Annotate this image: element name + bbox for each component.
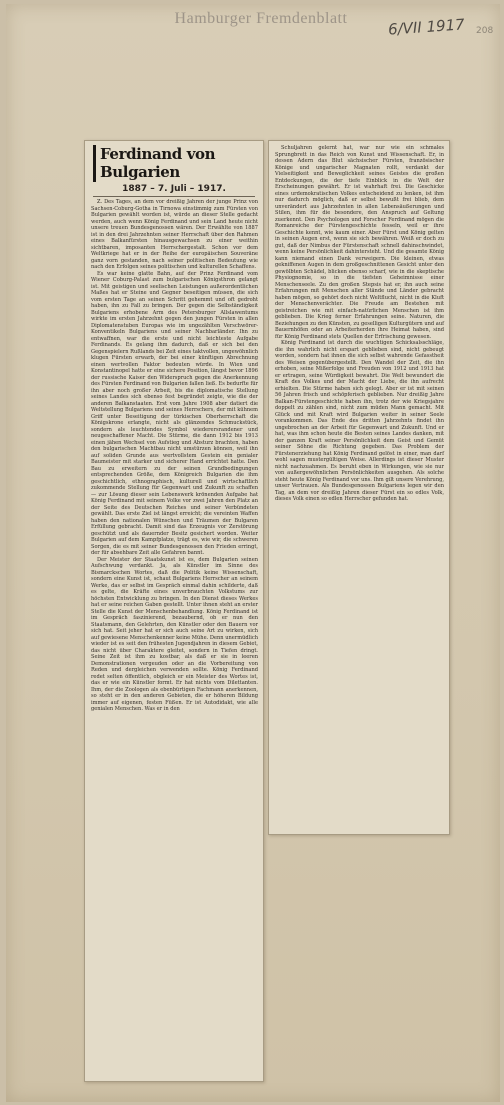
article-paragraph: Es war keine glatte Bahn, auf der Prinz Ferdinand vom Wiener Coburg-Palast zum bulgarischen Königsthron gelangt ist. Mit geistigen und seelischen Leistungen außerordentlichen Maßes hat er Steine und Gegner beseitigen müssen, die sich vom ersten Tage an seinen Schritt gehemmt und oft gedroht haben, ihn zu Fall zu bringen. Der gegen die Selbständigkeit Bulgariens erhobene Arm des Petersburger Allslawentums wirkte im ersten Jahrzehnt gegen den jungen Fürsten in allen Diplomatenstuben Europas wie im ungezählten Verschwörer-Konventikeln Bulgariens und seiner Nachbarländer. Ihn zu entwaffnen, war die erste und nicht leichteste Aufgabe Ferdinands. Es gelang ihm dadurch, daß er sich bei den Gegenspielern Rußlands bei Zeit eines taktvollen, ungewöhnlich klugen Fürsten erwarb, der bei einer künftigen Abrechnung einen wertvollen Faktor bedeuten würde. In Wien und Konstantinopel hatte er eine sichere Position, längst bevor 1896 der russische Kaiser den Widerspruch gegen die Anerkennung des Fürsten Ferdinand von Bulgarien fallen ließ. Es bedurfte für ihn aber noch großer Arbeit, bis die diplomatische Stellung seines Landes sich ebenso fest begründet zeigte, wie die der anderen Balkanstaaten. Erst vom Jahre 1908 aber datiert die Weltstellung Bulgariens und seines Herrschers, der mit kühnem Griff unter Beseitigung der türkischen Oberherrschaft die Königskrone erlangte, nicht als glänzendes Schmuckstück, sondern als leuchtendes Symbol wiederersrandener und neugeschaffener Macht. Die Stürme, die dann 1912 bis 1913 einen jähen Wechsel von Aufstieg und Absturz brachten, haben den bulgarischen Machtbau nicht umstürzen können, weil ihn auf soliden Grunde aus wertvollstem Gestein ein genialer Baumeister mit starker und sicherer Hand errichtet hatte. Den Bau zu erweitern zu der seinen Grundbedingungen entsprechenden Größe, dem Königreich Bulgarien die ihm geschichtlich, ethnographisch, kulturell und wirtschaftlich zukommende Stellung für Gegenwart und Zukunft zu schaffen — zur Lösung dieser sein Lebenswerk krönenden Aufgabe hat König Ferdinand mit seinem Volke vor zwei Jahren den Platz an der Seite des Deutschen Reiches und seiner Verbündeten gewählt. Das erste Ziel ist längst erreicht; die vereinten Waffen haben den nationalen Wünschen und Träumen der Bulgaren Erfüllung gebracht. Damit sind das Erzeugnis vor Zerstörung geschützt und als dauernder Besitz gesichert worden. Weiter Bulgarien auf dem Kampfplatze, trägt es, wie wir, die schweren Sorgen, die es mit seiner Bundesgenossen den Frieden erringt, der für absehbare Zeit alle Gefahren bannt. — [91, 270, 258, 556]
article-paragraph: König Ferdinand ist durch die wuchtigen Schicksalsschläge, die ihn wahrlich nicht erspart geblieben sind, nicht gebeugt worden, sondern hat ihnen die sich selbst wahrende Gefasstheit des Weisen gegenübergestellt. Den Wandel der Zeit, die ihn erhoben, seine Mißerfolge und Freuden von 1912 und 1913 hat er ertragen, seine Würdigkeit bewahrt. Die Welt bewundert die Kraft des Volkes und der Macht der Liebe, die ihn aufrecht erhielten. Die Stürme haben sich gelegt. Aber er ist mit seinen 56 Jahren frisch und schöpferisch geblieben. Nur dreißig Jahre Balkan-Fürstengeschichte haben ihn, trotz der wie Kriegsjahre doppelt zu zählen sind, nicht zum müden Mann gemacht. Mit Glück und mit Kraft wird Bulgarien weiter in seiner Seele vorankommen. Das Ende des dritten Jahrzehnts findet ihn ungebrochen an der Arbeit für Gegenwart und Zukunft. Und er hat, was ihm schon heute die Besten seines Landes danken, mit der ganzen Kraft seiner Persönlichkeit dem Geist und Gemüt seiner Söhne die Richtung gegeben. Das Problem der Fürstenerziehung hat König Ferdinand gelöst in einer, man darf wohl sagen mustergültigen Weise. Allerdings ist dieser Muster nicht nachzuahmen. Es beruht eben in Wirkungen, wie sie nur von außergewöhnlichen Persönlichkeiten ausgehen. Als solche steht heute König Ferdinand vor uns. Ihm gilt unsere Verehrung, unser Vertrauen. Als Bundesgenossen Bulgariens legen wir den Tag, an dem vor dreißig Jahren dieser Fürst ein so edles Volk, dieses Volk einen so edlen Herrscher gefunden hat. — [275, 340, 444, 502]
article-paragraph: Z. Des Tages, an dem vor dreißig Jahren der junge Prinz von Sachsen-Coburg-Gotha in Tirnowa einstimmig zum Fürsten von Bulgarien gewählt worden ist, würde an dieser Stelle gedacht werden, auch wenn König Ferdinand und sein Land heute nicht unsere treuen Bundesgenossen wären. Der Erwählte von 1887 ist in den drei Jahrzehnten seiner Herrschaft über den Rahmen eines Balkanfürsten hinausgewachsen zu einer weithin sichtbaren, imposanten Herrschergestalt. Schon vor dem Weltkriege hat er in der Reihe der europäischen Souveräne ganz vorn gestanden, nach seiner politischen Bedeutung wie nach den Erfolgen seines politischen und kulturellen Schaffens. — [91, 199, 258, 270]
title-rule — [93, 196, 255, 197]
newspaper-masthead: Hamburger Fremdenblatt — [174, 10, 348, 27]
article-paragraph: Der Meister der Staatskunst ist es, dem Bulgarien seinen Aufschwung verdankt. Ja, als Künstler im Sinne des Bismarckschen Wortes, daß die Politik keine Wissenschaft, sondern eine Kunst ist, schaut Bulgariens Herrscher an seinem Werke, das er selbst im Gespräch einmal dahin schilderte, daß es gelte, die Kräfte eines unverbrauchten Volkstums zur höchsten Entwicklung zu bringen. In den Dienst dieses Werkes hat er seine reichen Gaben gestellt. Unter ihnen steht an erster Stelle die Kunst der Menschenbehandlung. König Ferdinand ist im Gespräch faszinierend, bezaubernd, ob er nun den Staatsmann, den Gelehrten, den Künstler oder den Bauern vor sich hat. Seit jeher hat er sich auch seine Art zu wirken, sich auf gewiesene Menschenkenner keine Mühe. Denn unermüdlich wieder ist es seit den frühesten Jugendjahren in diesem Gebiet, das nicht über Charaktere gleitet, sondern in Tiefen dringt. Seine Zeit ist ihm zu kostbar, als daß er sie in leeren Demonstrationen vergeuden oder an die Vorbereitung von Reden und dergleichen verwenden sollte. König Ferdinand redet selten öffentlich, obgleich er ein Meister des Wortes ist, das er wie ein Künstler formt. Er hat nichts vom Dilettanten. Ihm, der die Zoologen als ebenbürtigen Fachmann anerkennen, so steht er in den anderen Gebieten, die er höheren Bildung immer auf eigenen, festen Füßen. Er ist Autodidakt, wie alle genialen Menschen. Was er in den — [91, 556, 258, 712]
article-clipping-right — [268, 140, 450, 835]
article-body-right — [275, 145, 444, 503]
article-clipping-left — [84, 140, 264, 1082]
article-paragraph: Schuljahren gelernt hat, war nur wie ein schmales Sprungbrett in das Reich von Kunst und Wissenschaft. Er, in dessen Adern das Blut sächsischer Fürsten, französischer Könige und ungarischer Magnaten rollt, verdankt der Vielseitigkeit und Beweglichkeit seines Geistes die großen Entdeckungen, die der tiefe Einblick in die Welt der Erscheinungen gewährt. Er ist wahrhaft frei. Die Geschicke eines urdemokratischen Volkes entscheidend zu lenken, ist ihm nur dadurch möglich, daß er selbst bewußt frei blieb, dem unverändert aus Jahrzehnten in allen Lebensäußerungen und Stilen, ihm für die besondere, den Anspruch auf Geltung zuerkennt. Den Psychologen und Forscher Ferdinand mögen die Romanreiche der Fürstengeschichte fesseln, weil er ihre Geschichte kennt, wie kaum einer. Aber Fürst und König gelten in seinen Augen erst, wenn sie sich bewähren. Weiß er doch zu gut, daß der Nimbus der Fürstenschaft schnell dahinschwindet, wenn keine Persönlichkeit dahintersteht. Und die gesamte König kann niemand einen Dank verweigern. Die kleinen, etwas gekniffenen Augen in dem großgeschnittenen Gesicht unter den gewölbten Schädel, blicken ebenso scharf, wie in die skeptische Physiognomie, so in die tiefsten Geheimnisse einer Menschenseele. Zu den großen Stepsis hat er, ihn auch seine Erfahrungen mit Menschen aller Stände und Länder gebracht haben mögen, so gehört doch nicht Weltflucht, nicht in die Kluft der Menschenverächter. Die Freude am Bestehen mit geistreichen wie mit einfach-natürlichen Menschen ist ihm geblieben. Die Krieg ferner Erfahrungen seine. Naturen, die Beziehungen zu den Künsten, zu geselligen Kulturgütern und auf Bauernhöfen oder an Arbeiterherden ihre Heimat haben, sind für König Ferdinand stets Quellen der Erfrischung gewesen. — [275, 145, 444, 340]
handwritten-date: 6/VII 1917 — [387, 15, 466, 39]
archive-number: 208 — [476, 26, 494, 36]
article-title: Ferdinand von Bulgarien — [93, 145, 257, 182]
article-body-left — [91, 199, 258, 713]
article-dates: 1887 – 7. Juli – 1917. — [122, 184, 226, 194]
